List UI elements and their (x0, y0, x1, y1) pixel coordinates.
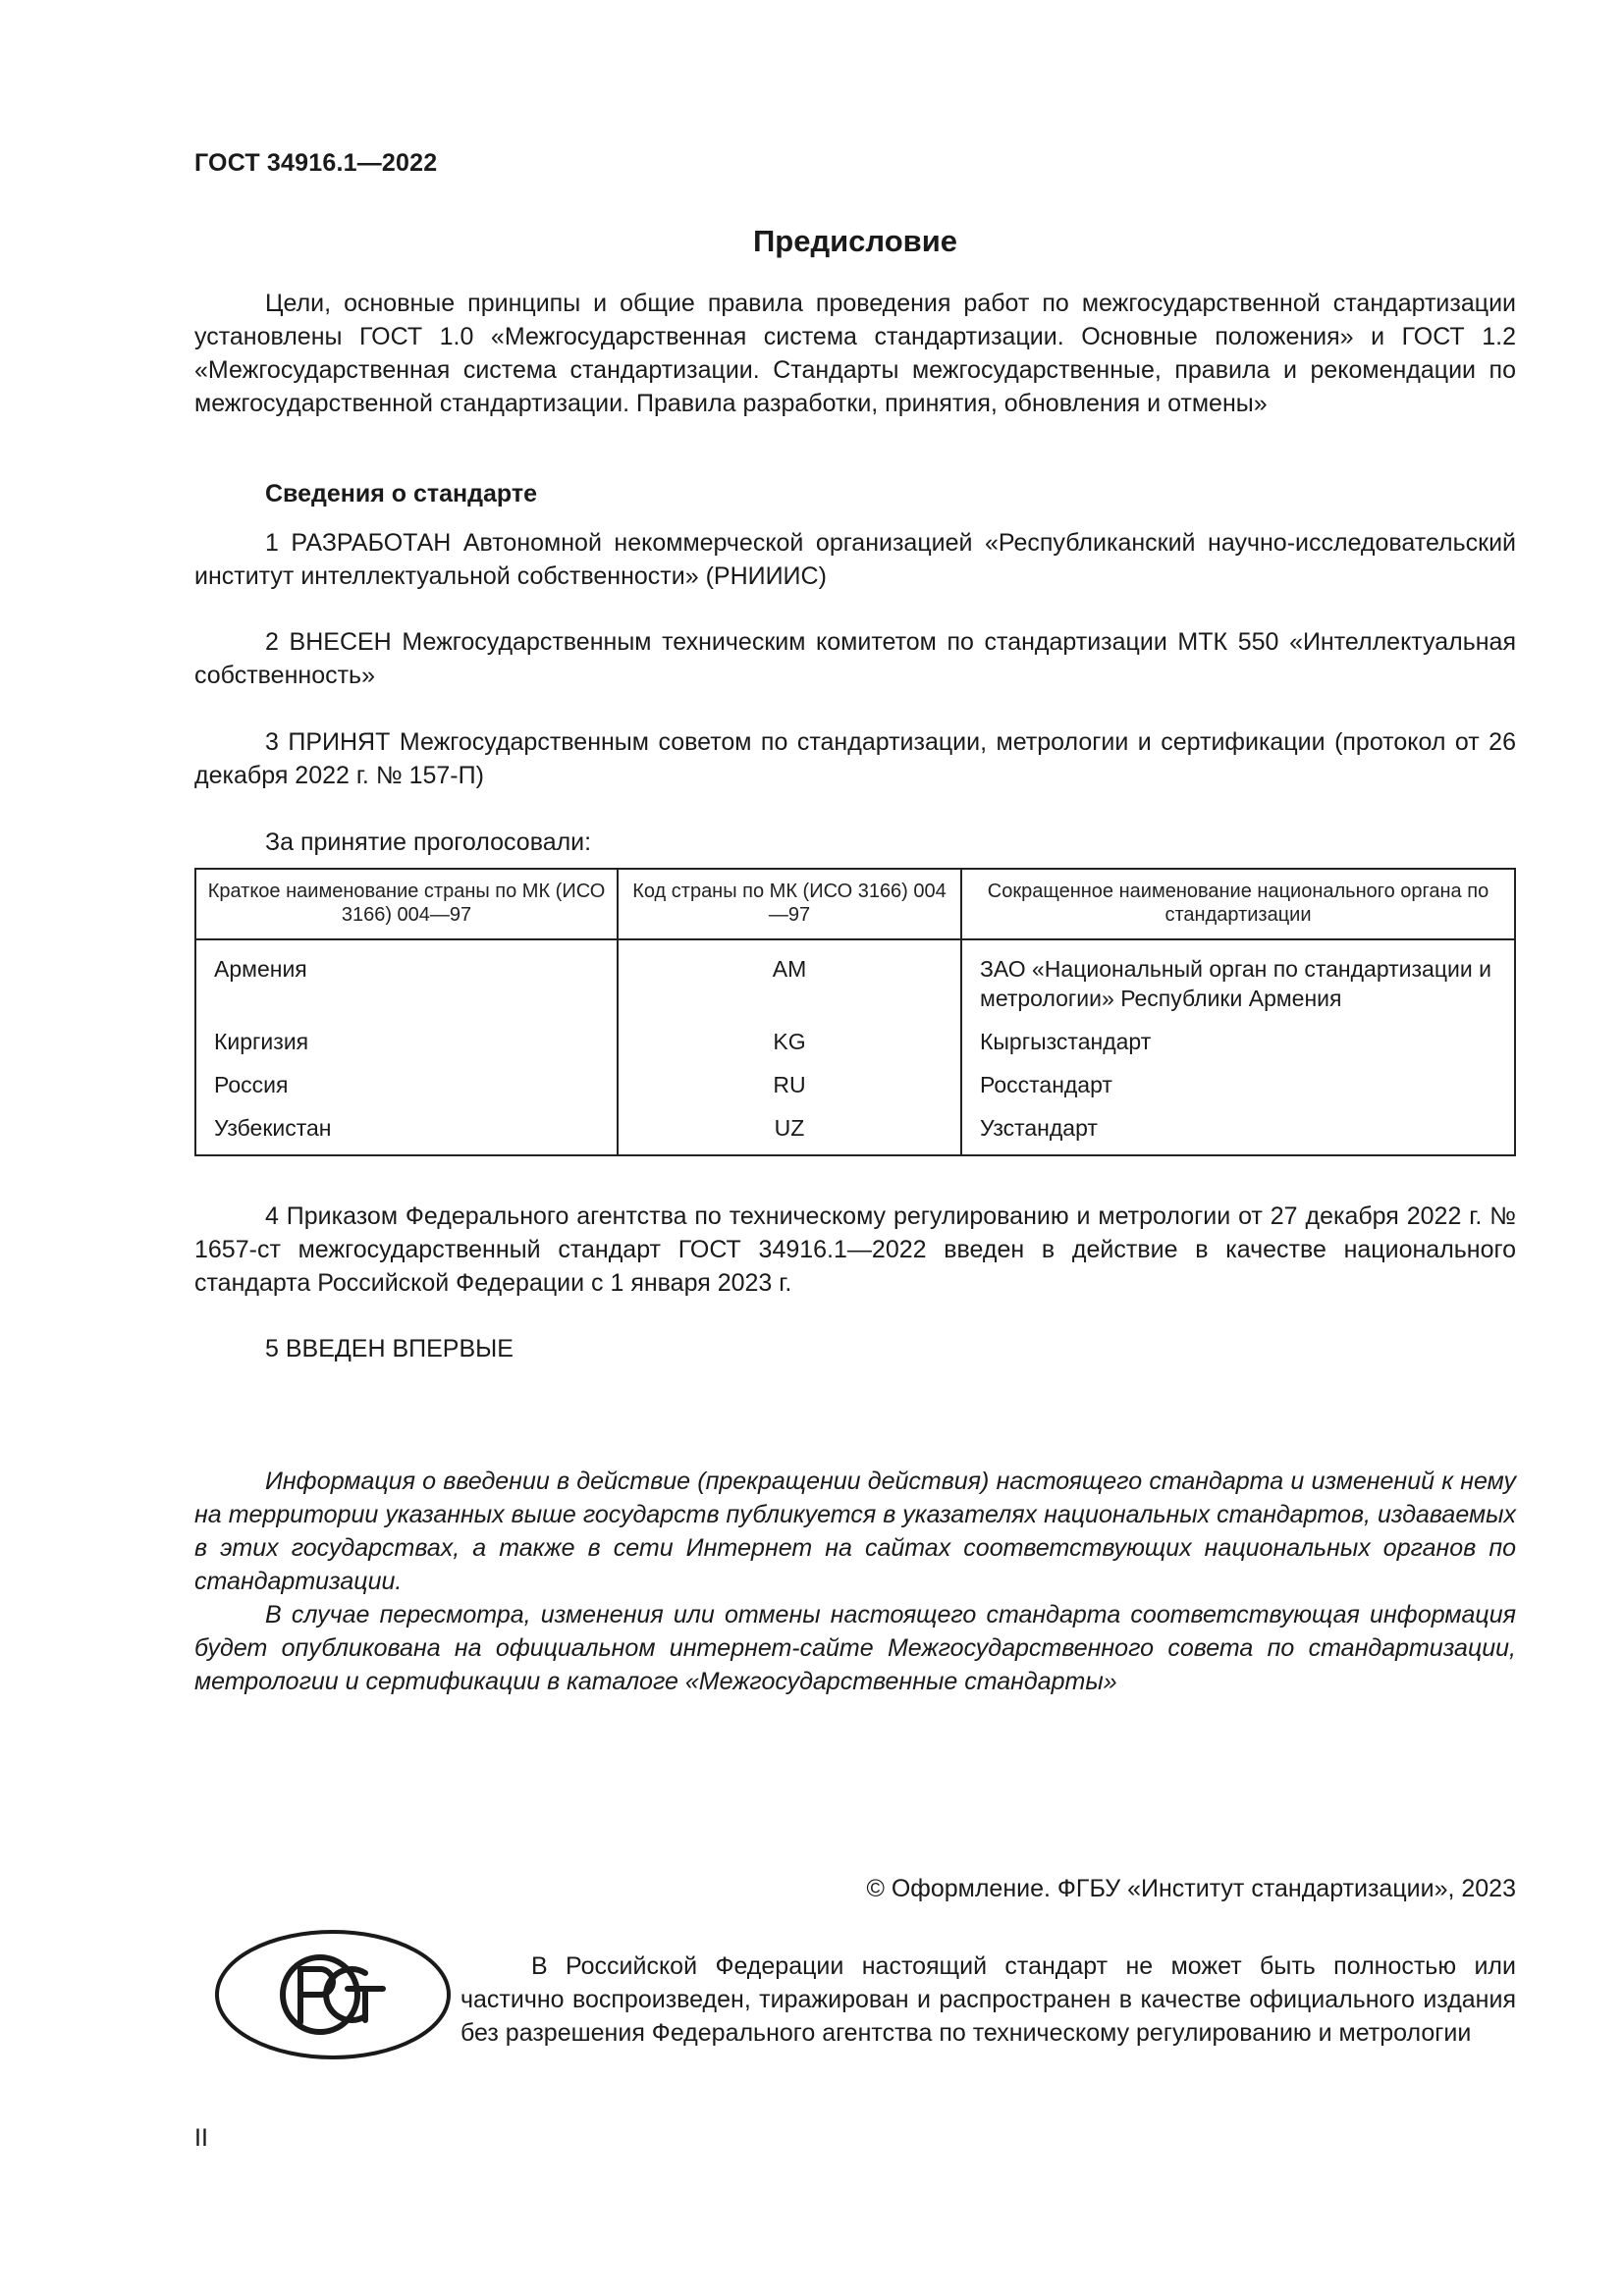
voted-label: За принятие проголосовали: (265, 828, 592, 856)
item-adopted: 3 ПРИНЯТ Межгосударственным советом по стандартизации, метрологии и сертификации (протокол от 26 декабря 2022 г. № 157-П) (194, 728, 1516, 789)
page-title: Предисловие (752, 224, 957, 258)
code-cell: UZ (618, 1106, 961, 1155)
rst-certification-mark-icon (212, 1926, 454, 2063)
country-cell: Армения (195, 939, 618, 1020)
code-cell: RU (618, 1063, 961, 1106)
item-developed: 1 РАЗРАБОТАН Автономной некоммерческой организацией «Республиканский научно-исследовательский институт интеллектуальной собственности» (РНИИИС) (194, 529, 1516, 590)
item-order: 4 Приказом Федерального агентства по техническому регулированию и метрологии от 27 декабря 2022 г. № 1657-ст межгосударственный стандарт ГОСТ 34916.1—2022 введен в действие в качестве национального стандарта Российской Федерации с 1 января 2023 г. (194, 1202, 1516, 1297)
body-cell: Узстандарт (961, 1106, 1515, 1155)
code-cell: AM (618, 939, 961, 1020)
standard-info-heading: Сведения о стандарте (265, 480, 538, 507)
revision-info-paragraph: В случае пересмотра, изменения или отмены настоящего стандарта соответствующая информация будет опубликована на официальном интернет-сайте Межгосударственного совета по стандартизации, метрологии и сертификации в каталоге «Межгосударственные стандарты» (194, 1601, 1516, 1695)
publication-info-paragraph: Информация о введении в действие (прекращении действия) настоящего стандарта и изменений к нему на территории указанных выше государств публикуется в указателях национальных стандартов, издаваемых в этих государствах, а также в сети Интернет на сайтах соответствующих национальных органов по стандартизации. (194, 1468, 1516, 1595)
vote-table-header-row (195, 869, 1515, 939)
country-cell: Россия (195, 1063, 618, 1106)
item-first-time: 5 ВВЕДЕН ВПЕРВЫЕ (265, 1335, 514, 1362)
table-row (195, 1063, 1515, 1106)
body-cell: Росстандарт (961, 1063, 1515, 1106)
intro-paragraph: Цели, основные принципы и общие правила проведения работ по межгосударственной стандартизации установлены ГОСТ 1.0 «Межгосударственная система стандартизации. Основные положения» и ГОСТ 1.2 «Межгосударственная система стандартизации. Стандарты межгосударственные, правила и рекомендации по межгосударственной стандартизации. Правила разработки, принятия, обновления и отмены» (194, 290, 1516, 417)
copyright-notice: В Российской Федерации настоящий стандарт не может быть полностью или частично воспроизведен, тиражирован и распространен в качестве официального издания без разрешения Федерального агентства по техническому регулированию и метрологии (460, 1952, 1516, 2047)
vote-table (194, 868, 1516, 1156)
code-cell: KG (618, 1020, 961, 1063)
body-cell: Кыргызстандарт (961, 1020, 1515, 1063)
document-code: ГОСТ 34916.1—2022 (194, 149, 438, 177)
table-row (195, 1020, 1515, 1063)
table-row (195, 939, 1515, 1020)
country-cell: Киргизия (195, 1020, 618, 1063)
vote-table-header-body: Сокращенное наименование национального органа по стандартизации (961, 869, 1515, 939)
vote-table-header-country: Краткое наименование страны по МК (ИСО 3166) 004—97 (195, 869, 618, 939)
body-cell: ЗАО «Национальный орган по стандартизации и метрологии» Республики Армения (961, 939, 1515, 1020)
item-introduced: 2 ВНЕСЕН Межгосударственным техническим комитетом по стандартизации МТК 550 «Интеллектуальная собственность» (194, 628, 1516, 689)
country-cell: Узбекистан (195, 1106, 618, 1155)
table-row (195, 1106, 1515, 1155)
page-number: II (194, 2124, 208, 2152)
copyright-line: © Оформление. ФГБУ «Институт стандартизации», 2023 (866, 1875, 1516, 1902)
vote-table-header-code: Код страны по МК (ИСО 3166) 004—97 (618, 869, 961, 939)
